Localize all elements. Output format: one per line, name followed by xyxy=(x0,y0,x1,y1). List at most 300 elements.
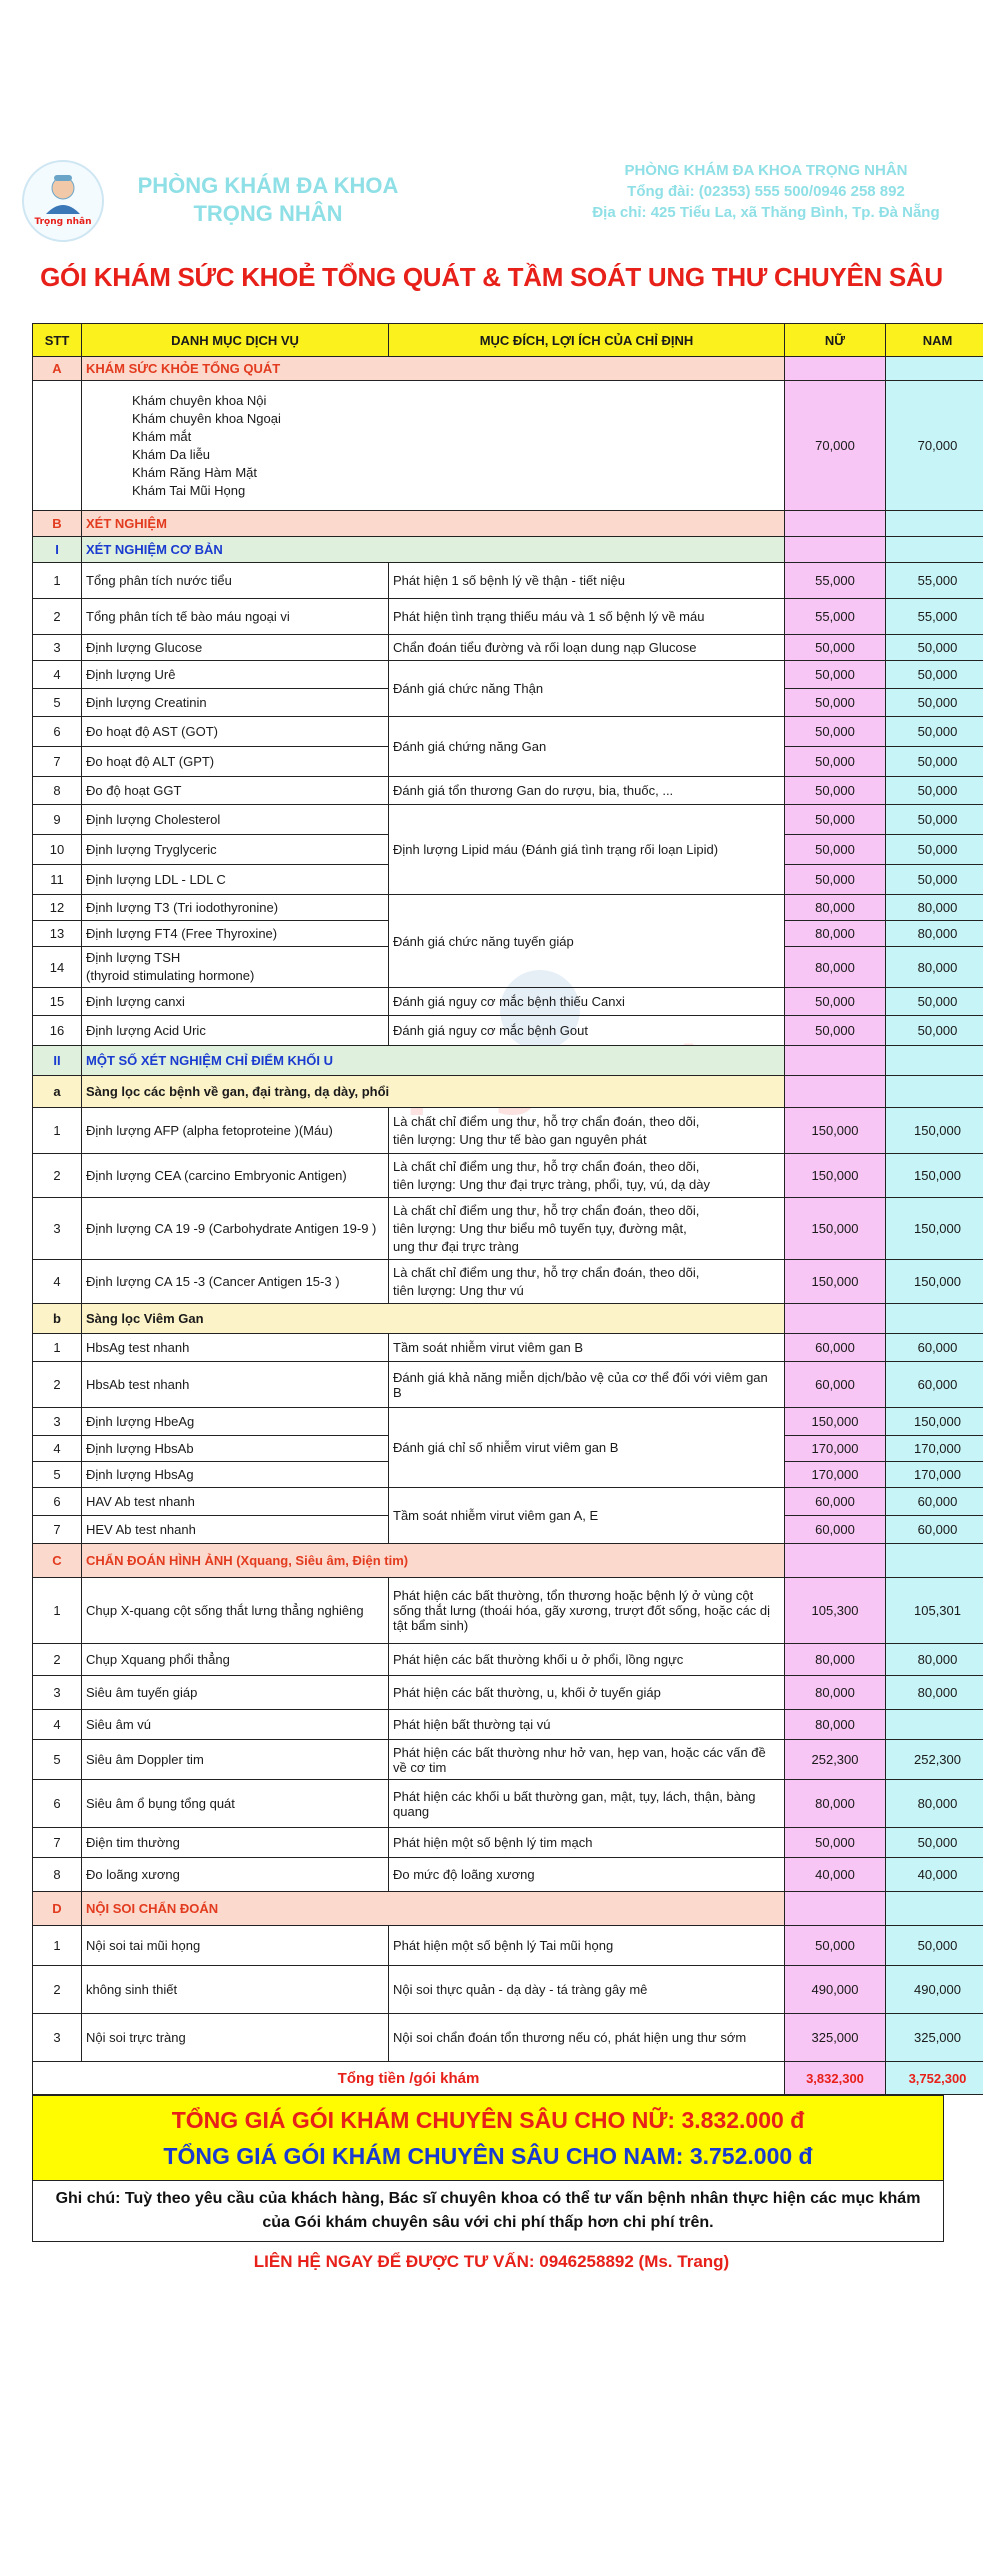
service-cell: Định lượng Creatinin xyxy=(82,689,389,717)
purpose-line: Là chất chỉ điểm ung thư, hỗ trợ chẩn đoán, theo dõi, xyxy=(393,1113,700,1129)
stt-cell: 5 xyxy=(33,1740,82,1780)
male-price: 50,000 xyxy=(886,635,983,661)
stt-cell: 4 xyxy=(33,1436,82,1462)
male-price: 50,000 xyxy=(886,747,983,777)
male-price: 60,000 xyxy=(886,1488,983,1516)
female-price: 150,000 xyxy=(785,1108,886,1154)
table-row xyxy=(33,1966,983,2014)
doctor-logo-icon xyxy=(24,162,102,240)
page-header xyxy=(0,150,983,260)
male-price: 60,000 xyxy=(886,1334,983,1362)
purpose-cell: Đo mức độ loãng xương xyxy=(389,1858,785,1892)
purpose-line: tiên lượng: Ung thư biểu mô tuyến tụy, đường mật, xyxy=(393,1220,687,1236)
service-cell: Siêu âm Doppler tim xyxy=(82,1740,389,1780)
summary-female: TỔNG GIÁ GÓI KHÁM CHUYÊN SÂU CHO NỮ: 3.832.000 đ xyxy=(171,2107,805,2133)
clinic-name-line2: TRỌNG NHÂN xyxy=(193,201,343,226)
table-row xyxy=(33,1362,983,1408)
table-row xyxy=(33,599,983,635)
stt-cell: 1 xyxy=(33,1578,82,1644)
female-price: 50,000 xyxy=(785,689,886,717)
male-price: 50,000 xyxy=(886,661,983,689)
table-row xyxy=(33,1334,983,1362)
table-row xyxy=(33,1828,983,1858)
female-price: 50,000 xyxy=(785,661,886,689)
male-price: 50,000 xyxy=(886,835,983,865)
clinic-phone: Tổng đài: (02353) 555 500/0946 258 892 xyxy=(627,183,905,200)
stt-cell: 4 xyxy=(33,1260,82,1304)
male-price: 60,000 xyxy=(886,1362,983,1408)
table-row xyxy=(33,1408,983,1436)
female-price: 50,000 xyxy=(785,747,886,777)
summary-male: TỔNG GIÁ GÓI KHÁM CHUYÊN SÂU CHO NAM: 3.752.000 đ xyxy=(163,2143,813,2169)
male-price: 60,000 xyxy=(886,1516,983,1544)
service-cell: HAV Ab test nhanh xyxy=(82,1488,389,1516)
table-row xyxy=(33,661,983,689)
table-row xyxy=(33,1676,983,1710)
stt-cell: 2 xyxy=(33,1362,82,1408)
female-price: 60,000 xyxy=(785,1362,886,1408)
service-cell: Định lượng CA 19 -9 (Carbohydrate Antigen 19-9 ) xyxy=(82,1198,389,1260)
stt-cell: 1 xyxy=(33,1108,82,1154)
list-item: Khám chuyên khoa Nội xyxy=(132,392,267,408)
table-row xyxy=(33,1260,983,1304)
table-row xyxy=(33,1780,983,1828)
male-price: 50,000 xyxy=(886,717,983,747)
female-price: 80,000 xyxy=(785,1676,886,1710)
stt-cell: 11 xyxy=(33,865,82,895)
stt-cell: 15 xyxy=(33,988,82,1016)
female-price: 80,000 xyxy=(785,1710,886,1740)
stt-cell: 3 xyxy=(33,1408,82,1436)
total-male: 3,752,300 xyxy=(886,2062,983,2095)
section-title: XÉT NGHIỆM xyxy=(82,511,785,537)
purpose-cell: Đánh giá nguy cơ mắc bệnh thiếu Canxi xyxy=(389,988,785,1016)
stt-cell: 6 xyxy=(33,1780,82,1828)
table-row xyxy=(33,1740,983,1780)
table-row xyxy=(33,1710,983,1740)
price-table-wrap xyxy=(32,323,967,2271)
service-cell: Đo loãng xương xyxy=(82,1858,389,1892)
group-row-a xyxy=(33,1076,983,1108)
male-cell xyxy=(886,511,983,537)
stt-cell: 7 xyxy=(33,747,82,777)
stt-cell: 1 xyxy=(33,563,82,599)
female-price: 50,000 xyxy=(785,805,886,835)
group-row-b xyxy=(33,1304,983,1334)
service-cell: Tổng phân tích nước tiểu xyxy=(82,563,389,599)
general-exam-row xyxy=(33,381,983,511)
male-price: 150,000 xyxy=(886,1154,983,1198)
stt-cell: 3 xyxy=(33,635,82,661)
service-cell: HEV Ab test nhanh xyxy=(82,1516,389,1544)
subsection-title: MỘT SỐ XÉT NGHIỆM CHỈ ĐIỂM KHỐI U xyxy=(82,1046,785,1076)
col-header-male: NAM xyxy=(886,324,983,357)
section-letter: D xyxy=(33,1892,82,1926)
female-price: 50,000 xyxy=(785,777,886,805)
table-row xyxy=(33,777,983,805)
purpose-cell: Phát hiện các bất thường khối u ở phổi, lồng ngực xyxy=(389,1644,785,1676)
male-price: 170,000 xyxy=(886,1462,983,1488)
service-cell: Định lượng Acid Uric xyxy=(82,1016,389,1046)
total-row xyxy=(33,2062,983,2095)
purpose-cell: Phát hiện các bất thường, tổn thương hoặc bệnh lý ở vùng cột sống thắt lưng (thoái hóa, gãy xương, trượt đốt sống, hoặc các dị tật bẩm sinh) xyxy=(389,1578,785,1644)
female-price: 252,300 xyxy=(785,1740,886,1780)
female-price: 55,000 xyxy=(785,563,886,599)
service-cell: Định lượng LDL - LDL C xyxy=(82,865,389,895)
purpose-line: tiên lượng: Ung thư vú xyxy=(393,1282,524,1298)
purpose-cell: Đánh giá chức năng Thận xyxy=(389,661,785,717)
service-cell: Định lượng HbsAb xyxy=(82,1436,389,1462)
female-price: 150,000 xyxy=(785,1154,886,1198)
summary-banner xyxy=(32,2095,944,2181)
service-cell: HbsAg test nhanh xyxy=(82,1334,389,1362)
list-item: Khám Răng Hàm Mặt xyxy=(132,464,257,480)
male-cell xyxy=(886,1046,983,1076)
table-row xyxy=(33,895,983,921)
service-cell: Siêu âm vú xyxy=(82,1710,389,1740)
service-cell: Định lượng HbeAg xyxy=(82,1408,389,1436)
stt-cell: 8 xyxy=(33,1858,82,1892)
subsection-letter: II xyxy=(33,1046,82,1076)
male-price: 150,000 xyxy=(886,1408,983,1436)
section-title: CHẨN ĐOÁN HÌNH ẢNH (Xquang, Siêu âm, Điện tim) xyxy=(82,1544,785,1578)
purpose-cell: Đánh giá chứng năng Gan xyxy=(389,717,785,777)
female-price: 40,000 xyxy=(785,1858,886,1892)
service-cell: Định lượng CEA (carcino Embryonic Antigen) xyxy=(82,1154,389,1198)
purpose-line: Là chất chỉ điểm ung thư, hỗ trợ chẩn đoán, theo dõi, xyxy=(393,1202,700,1218)
female-price: 150,000 xyxy=(785,1198,886,1260)
section-row-c xyxy=(33,1544,983,1578)
section-row-a xyxy=(33,357,983,381)
service-cell: Đo hoạt độ ALT (GPT) xyxy=(82,747,389,777)
female-price: 50,000 xyxy=(785,835,886,865)
male-price: 40,000 xyxy=(886,1858,983,1892)
female-cell xyxy=(785,1304,886,1334)
service-cell: Chụp X-quang cột sống thắt lưng thẳng nghiêng xyxy=(82,1578,389,1644)
female-price: 50,000 xyxy=(785,1828,886,1858)
table-row xyxy=(33,1926,983,1966)
stt-cell: 1 xyxy=(33,1334,82,1362)
purpose-cell: Phát hiện các bất thường như hở van, hẹp van, hoặc các vấn đề về cơ tim xyxy=(389,1740,785,1780)
table-row xyxy=(33,1488,983,1516)
stt-cell: 16 xyxy=(33,1016,82,1046)
section-row-b xyxy=(33,511,983,537)
female-price: 80,000 xyxy=(785,947,886,988)
purpose-cell: Đánh giá chỉ số nhiễm virut viêm gan B xyxy=(389,1408,785,1488)
purpose-cell: Nội soi chẩn đoán tổn thương nếu có, phát hiện ung thư sớm xyxy=(389,2014,785,2062)
note-text: Ghi chú: Tuỳ theo yêu cầu của khách hàng, Bác sĩ chuyên khoa có thể tư vấn bệnh nhân thực hiện các mục khám của Gói khám chuyên sâu với chi phí thấp hơn chi phí trên. xyxy=(32,2181,944,2242)
stt-cell: 2 xyxy=(33,1644,82,1676)
male-price: 150,000 xyxy=(886,1108,983,1154)
stt-cell: 5 xyxy=(33,689,82,717)
col-header-female: NỮ xyxy=(785,324,886,357)
stt-cell xyxy=(33,381,82,511)
table-row xyxy=(33,1016,983,1046)
purpose-line: tiên lượng: Ung thư đại trực tràng, phổi, tụy, vú, dạ dày xyxy=(393,1176,710,1192)
service-cell: Siêu âm tuyến giáp xyxy=(82,1676,389,1710)
subsection-row-ii xyxy=(33,1046,983,1076)
clinic-contact-block xyxy=(571,160,961,223)
male-price: 80,000 xyxy=(886,947,983,988)
male-price: 50,000 xyxy=(886,777,983,805)
clinic-name-left xyxy=(108,172,428,228)
male-price: 50,000 xyxy=(886,1016,983,1046)
female-price: 325,000 xyxy=(785,2014,886,2062)
female-price: 150,000 xyxy=(785,1260,886,1304)
service-cell: Định lượng FT4 (Free Thyroxine) xyxy=(82,921,389,947)
purpose-line: ung thư đại trực tràng xyxy=(393,1238,519,1254)
service-cell: Định lượng canxi xyxy=(82,988,389,1016)
subsection-title: XÉT NGHIỆM CƠ BẢN xyxy=(82,537,785,563)
general-exam-list xyxy=(82,381,785,511)
stt-cell: 12 xyxy=(33,895,82,921)
table-row xyxy=(33,1858,983,1892)
section-letter: A xyxy=(33,357,82,381)
stt-cell: 2 xyxy=(33,599,82,635)
stt-cell: 7 xyxy=(33,1828,82,1858)
female-cell xyxy=(785,1076,886,1108)
male-price: 50,000 xyxy=(886,689,983,717)
service-cell: Đo độ hoạt GGT xyxy=(82,777,389,805)
female-price: 170,000 xyxy=(785,1436,886,1462)
female-cell xyxy=(785,537,886,563)
service-cell: Nội soi trực tràng xyxy=(82,2014,389,2062)
service-cell: Siêu âm ổ bụng tổng quát xyxy=(82,1780,389,1828)
table-header-row xyxy=(33,324,983,357)
purpose-cell: Phát hiện bất thường tại vú xyxy=(389,1710,785,1740)
section-title: NỘI SOI CHẨN ĐOÁN xyxy=(82,1892,785,1926)
table-row xyxy=(33,1154,983,1198)
svg-text:Trọng nhân: Trọng nhân xyxy=(34,217,92,227)
purpose-cell: Phát hiện các bất thường, u, khối ở tuyến giáp xyxy=(389,1676,785,1710)
female-cell xyxy=(785,511,886,537)
purpose-line: Là chất chỉ điểm ung thư, hỗ trợ chẩn đoán, theo dõi, xyxy=(393,1158,700,1174)
stt-cell: 14 xyxy=(33,947,82,988)
stt-cell: 4 xyxy=(33,1710,82,1740)
male-price: 80,000 xyxy=(886,1780,983,1828)
service-name-sub: (thyroid stimulating hormone) xyxy=(86,968,255,983)
stt-cell: 1 xyxy=(33,1926,82,1966)
female-price: 80,000 xyxy=(785,1780,886,1828)
clinic-address: Địa chỉ: 425 Tiểu La, xã Thăng Bình, Tp. Đà Nẵng xyxy=(592,204,940,221)
purpose-cell: Nội soi thực quản - dạ dày - tá tràng gây mê xyxy=(389,1966,785,2014)
stt-cell: 13 xyxy=(33,921,82,947)
male-cell xyxy=(886,1304,983,1334)
purpose-cell: Phát hiện một số bệnh lý Tai mũi họng xyxy=(389,1926,785,1966)
male-cell xyxy=(886,1544,983,1578)
purpose-cell: Định lượng Lipid máu (Đánh giá tình trạng rối loạn Lipid) xyxy=(389,805,785,895)
male-price: 50,000 xyxy=(886,1926,983,1966)
contact-cta: LIÊN HỆ NGAY ĐỂ ĐƯỢC TƯ VẤN: 0946258892 (Ms. Trang) xyxy=(253,2252,730,2271)
stt-cell: 6 xyxy=(33,717,82,747)
service-cell: HbsAb test nhanh xyxy=(82,1362,389,1408)
service-cell: Tổng phân tích tế bào máu ngoại vi xyxy=(82,599,389,635)
male-price: 80,000 xyxy=(886,1644,983,1676)
subsection-row-i xyxy=(33,537,983,563)
female-price: 50,000 xyxy=(785,865,886,895)
female-price: 50,000 xyxy=(785,635,886,661)
male-price: 490,000 xyxy=(886,1966,983,2014)
purpose-cell xyxy=(389,1260,785,1304)
stt-cell: 10 xyxy=(33,835,82,865)
table-row xyxy=(33,1108,983,1154)
female-price: 490,000 xyxy=(785,1966,886,2014)
clinic-name-line1: PHÒNG KHÁM ĐA KHOA xyxy=(137,173,399,198)
female-price: 105,300 xyxy=(785,1578,886,1644)
service-cell: Định lượng CA 15 -3 (Cancer Antigen 15-3 ) xyxy=(82,1260,389,1304)
purpose-cell xyxy=(389,1108,785,1154)
female-price: 150,000 xyxy=(785,1408,886,1436)
total-female: 3,832,300 xyxy=(785,2062,886,2095)
clinic-logo xyxy=(22,160,104,242)
male-price: 70,000 xyxy=(886,381,983,511)
service-name: Định lượng TSH xyxy=(86,950,181,965)
male-price: 170,000 xyxy=(886,1436,983,1462)
male-price: 80,000 xyxy=(886,921,983,947)
purpose-line: tiên lượng: Ung thư tế bào gan nguyên phát xyxy=(393,1131,647,1147)
table-row xyxy=(33,988,983,1016)
male-price: 50,000 xyxy=(886,1828,983,1858)
col-header-purpose: MỤC ĐÍCH, LỢI ÍCH CỦA CHỈ ĐỊNH xyxy=(389,324,785,357)
female-price: 50,000 xyxy=(785,1926,886,1966)
purpose-cell xyxy=(389,1198,785,1260)
female-price: 60,000 xyxy=(785,1488,886,1516)
purpose-cell: Tầm soát nhiễm virut viêm gan A, E xyxy=(389,1488,785,1544)
table-row xyxy=(33,2014,983,2062)
service-cell: Nội soi tai mũi họng xyxy=(82,1926,389,1966)
section-title: KHÁM SỨC KHỎE TỔNG QUÁT xyxy=(82,357,785,381)
female-cell xyxy=(785,1892,886,1926)
section-letter: B xyxy=(33,511,82,537)
male-price: 50,000 xyxy=(886,805,983,835)
service-cell: Chụp Xquang phổi thẳng xyxy=(82,1644,389,1676)
group-title: Sàng lọc Viêm Gan xyxy=(82,1304,785,1334)
male-price: 50,000 xyxy=(886,988,983,1016)
group-letter: b xyxy=(33,1304,82,1334)
male-price: 105,301 xyxy=(886,1578,983,1644)
stt-cell: 3 xyxy=(33,1676,82,1710)
purpose-cell: Phát hiện các khối u bất thường gan, mật, tụy, lách, thận, bàng quang xyxy=(389,1780,785,1828)
female-price: 170,000 xyxy=(785,1462,886,1488)
clinic-name-right: PHÒNG KHÁM ĐA KHOA TRỌNG NHÂN xyxy=(624,162,908,179)
list-item: Khám Da liễu xyxy=(132,446,211,462)
section-row-d xyxy=(33,1892,983,1926)
female-price: 50,000 xyxy=(785,988,886,1016)
col-header-stt: STT xyxy=(33,324,82,357)
list-item: Khám Tai Mũi Họng xyxy=(132,482,246,498)
stt-cell: 3 xyxy=(33,1198,82,1260)
purpose-cell: Đánh giá tổn thương Gan do rượu, bia, thuốc, ... xyxy=(389,777,785,805)
purpose-cell xyxy=(389,1154,785,1198)
male-cell xyxy=(886,537,983,563)
male-price: 50,000 xyxy=(886,865,983,895)
female-price: 55,000 xyxy=(785,599,886,635)
service-cell: Định lượng Glucose xyxy=(82,635,389,661)
list-item: Khám mắt xyxy=(132,428,192,444)
table-row xyxy=(33,1198,983,1260)
purpose-cell: Đánh giá khả năng miễn dịch/bảo vệ của cơ thể đối với viêm gan B xyxy=(389,1362,785,1408)
stt-cell: 9 xyxy=(33,805,82,835)
purpose-cell: Phát hiện một số bệnh lý tim mạch xyxy=(389,1828,785,1858)
page-title: GÓI KHÁM SỨC KHOẺ TỔNG QUÁT & TẦM SOÁT UNG THƯ CHUYÊN SÂU xyxy=(40,262,943,292)
male-cell xyxy=(886,357,983,381)
group-title: Sàng lọc các bệnh về gan, đại tràng, dạ dày, phổi xyxy=(82,1076,785,1108)
female-price: 80,000 xyxy=(785,1644,886,1676)
table-row xyxy=(33,805,983,835)
table-row xyxy=(33,1644,983,1676)
male-cell xyxy=(886,1076,983,1108)
service-cell: Định lượng Tryglyceric xyxy=(82,835,389,865)
purpose-cell: Tầm soát nhiễm virut viêm gan B xyxy=(389,1334,785,1362)
male-price: 55,000 xyxy=(886,599,983,635)
purpose-cell: Phát hiện 1 số bệnh lý về thận - tiết niệu xyxy=(389,563,785,599)
male-price: 150,000 xyxy=(886,1198,983,1260)
price-table xyxy=(32,323,983,2095)
subsection-letter: I xyxy=(33,537,82,563)
male-price: 80,000 xyxy=(886,895,983,921)
service-cell xyxy=(82,947,389,988)
stt-cell: 5 xyxy=(33,1462,82,1488)
stt-cell: 4 xyxy=(33,661,82,689)
female-price: 60,000 xyxy=(785,1516,886,1544)
female-price: 50,000 xyxy=(785,717,886,747)
female-cell xyxy=(785,357,886,381)
group-letter: a xyxy=(33,1076,82,1108)
table-row xyxy=(33,563,983,599)
purpose-line: Là chất chỉ điểm ung thư, hỗ trợ chẩn đoán, theo dõi, xyxy=(393,1264,700,1280)
list-item: Khám chuyên khoa Ngoại xyxy=(132,410,281,426)
stt-cell: 3 xyxy=(33,2014,82,2062)
female-price: 80,000 xyxy=(785,921,886,947)
service-cell: Định lượng AFP (alpha fetoproteine )(Máu) xyxy=(82,1108,389,1154)
col-header-service: DANH MỤC DỊCH VỤ xyxy=(82,324,389,357)
male-price: 80,000 xyxy=(886,1676,983,1710)
male-price: 150,000 xyxy=(886,1260,983,1304)
stt-cell: 8 xyxy=(33,777,82,805)
purpose-cell: Phát hiện tình trạng thiếu máu và 1 số bệnh lý về máu xyxy=(389,599,785,635)
table-row xyxy=(33,635,983,661)
female-cell xyxy=(785,1544,886,1578)
section-letter: C xyxy=(33,1544,82,1578)
male-price xyxy=(886,1710,983,1740)
service-cell: Định lượng Urê xyxy=(82,661,389,689)
total-label: Tổng tiền /gói khám xyxy=(33,2062,785,2095)
purpose-cell: Chẩn đoán tiểu đường và rối loạn dung nạp Glucose xyxy=(389,635,785,661)
stt-cell: 2 xyxy=(33,1154,82,1198)
female-cell xyxy=(785,1046,886,1076)
stt-cell: 2 xyxy=(33,1966,82,2014)
service-cell: Định lượng T3 (Tri iodothyronine) xyxy=(82,895,389,921)
service-cell: Định lượng Cholesterol xyxy=(82,805,389,835)
male-price: 252,300 xyxy=(886,1740,983,1780)
purpose-cell: Đánh giá nguy cơ mắc bệnh Gout xyxy=(389,1016,785,1046)
stt-cell: 6 xyxy=(33,1488,82,1516)
male-price: 325,000 xyxy=(886,2014,983,2062)
service-cell: không sinh thiết xyxy=(82,1966,389,2014)
stt-cell: 7 xyxy=(33,1516,82,1544)
service-cell: Định lượng HbsAg xyxy=(82,1462,389,1488)
male-price: 55,000 xyxy=(886,563,983,599)
table-row xyxy=(33,717,983,747)
male-cell xyxy=(886,1892,983,1926)
service-cell: Đo hoạt độ AST (GOT) xyxy=(82,717,389,747)
service-cell: Điện tim thường xyxy=(82,1828,389,1858)
table-row xyxy=(33,1578,983,1644)
purpose-cell: Đánh giá chức năng tuyến giáp xyxy=(389,895,785,988)
female-price: 70,000 xyxy=(785,381,886,511)
female-price: 80,000 xyxy=(785,895,886,921)
female-price: 60,000 xyxy=(785,1334,886,1362)
